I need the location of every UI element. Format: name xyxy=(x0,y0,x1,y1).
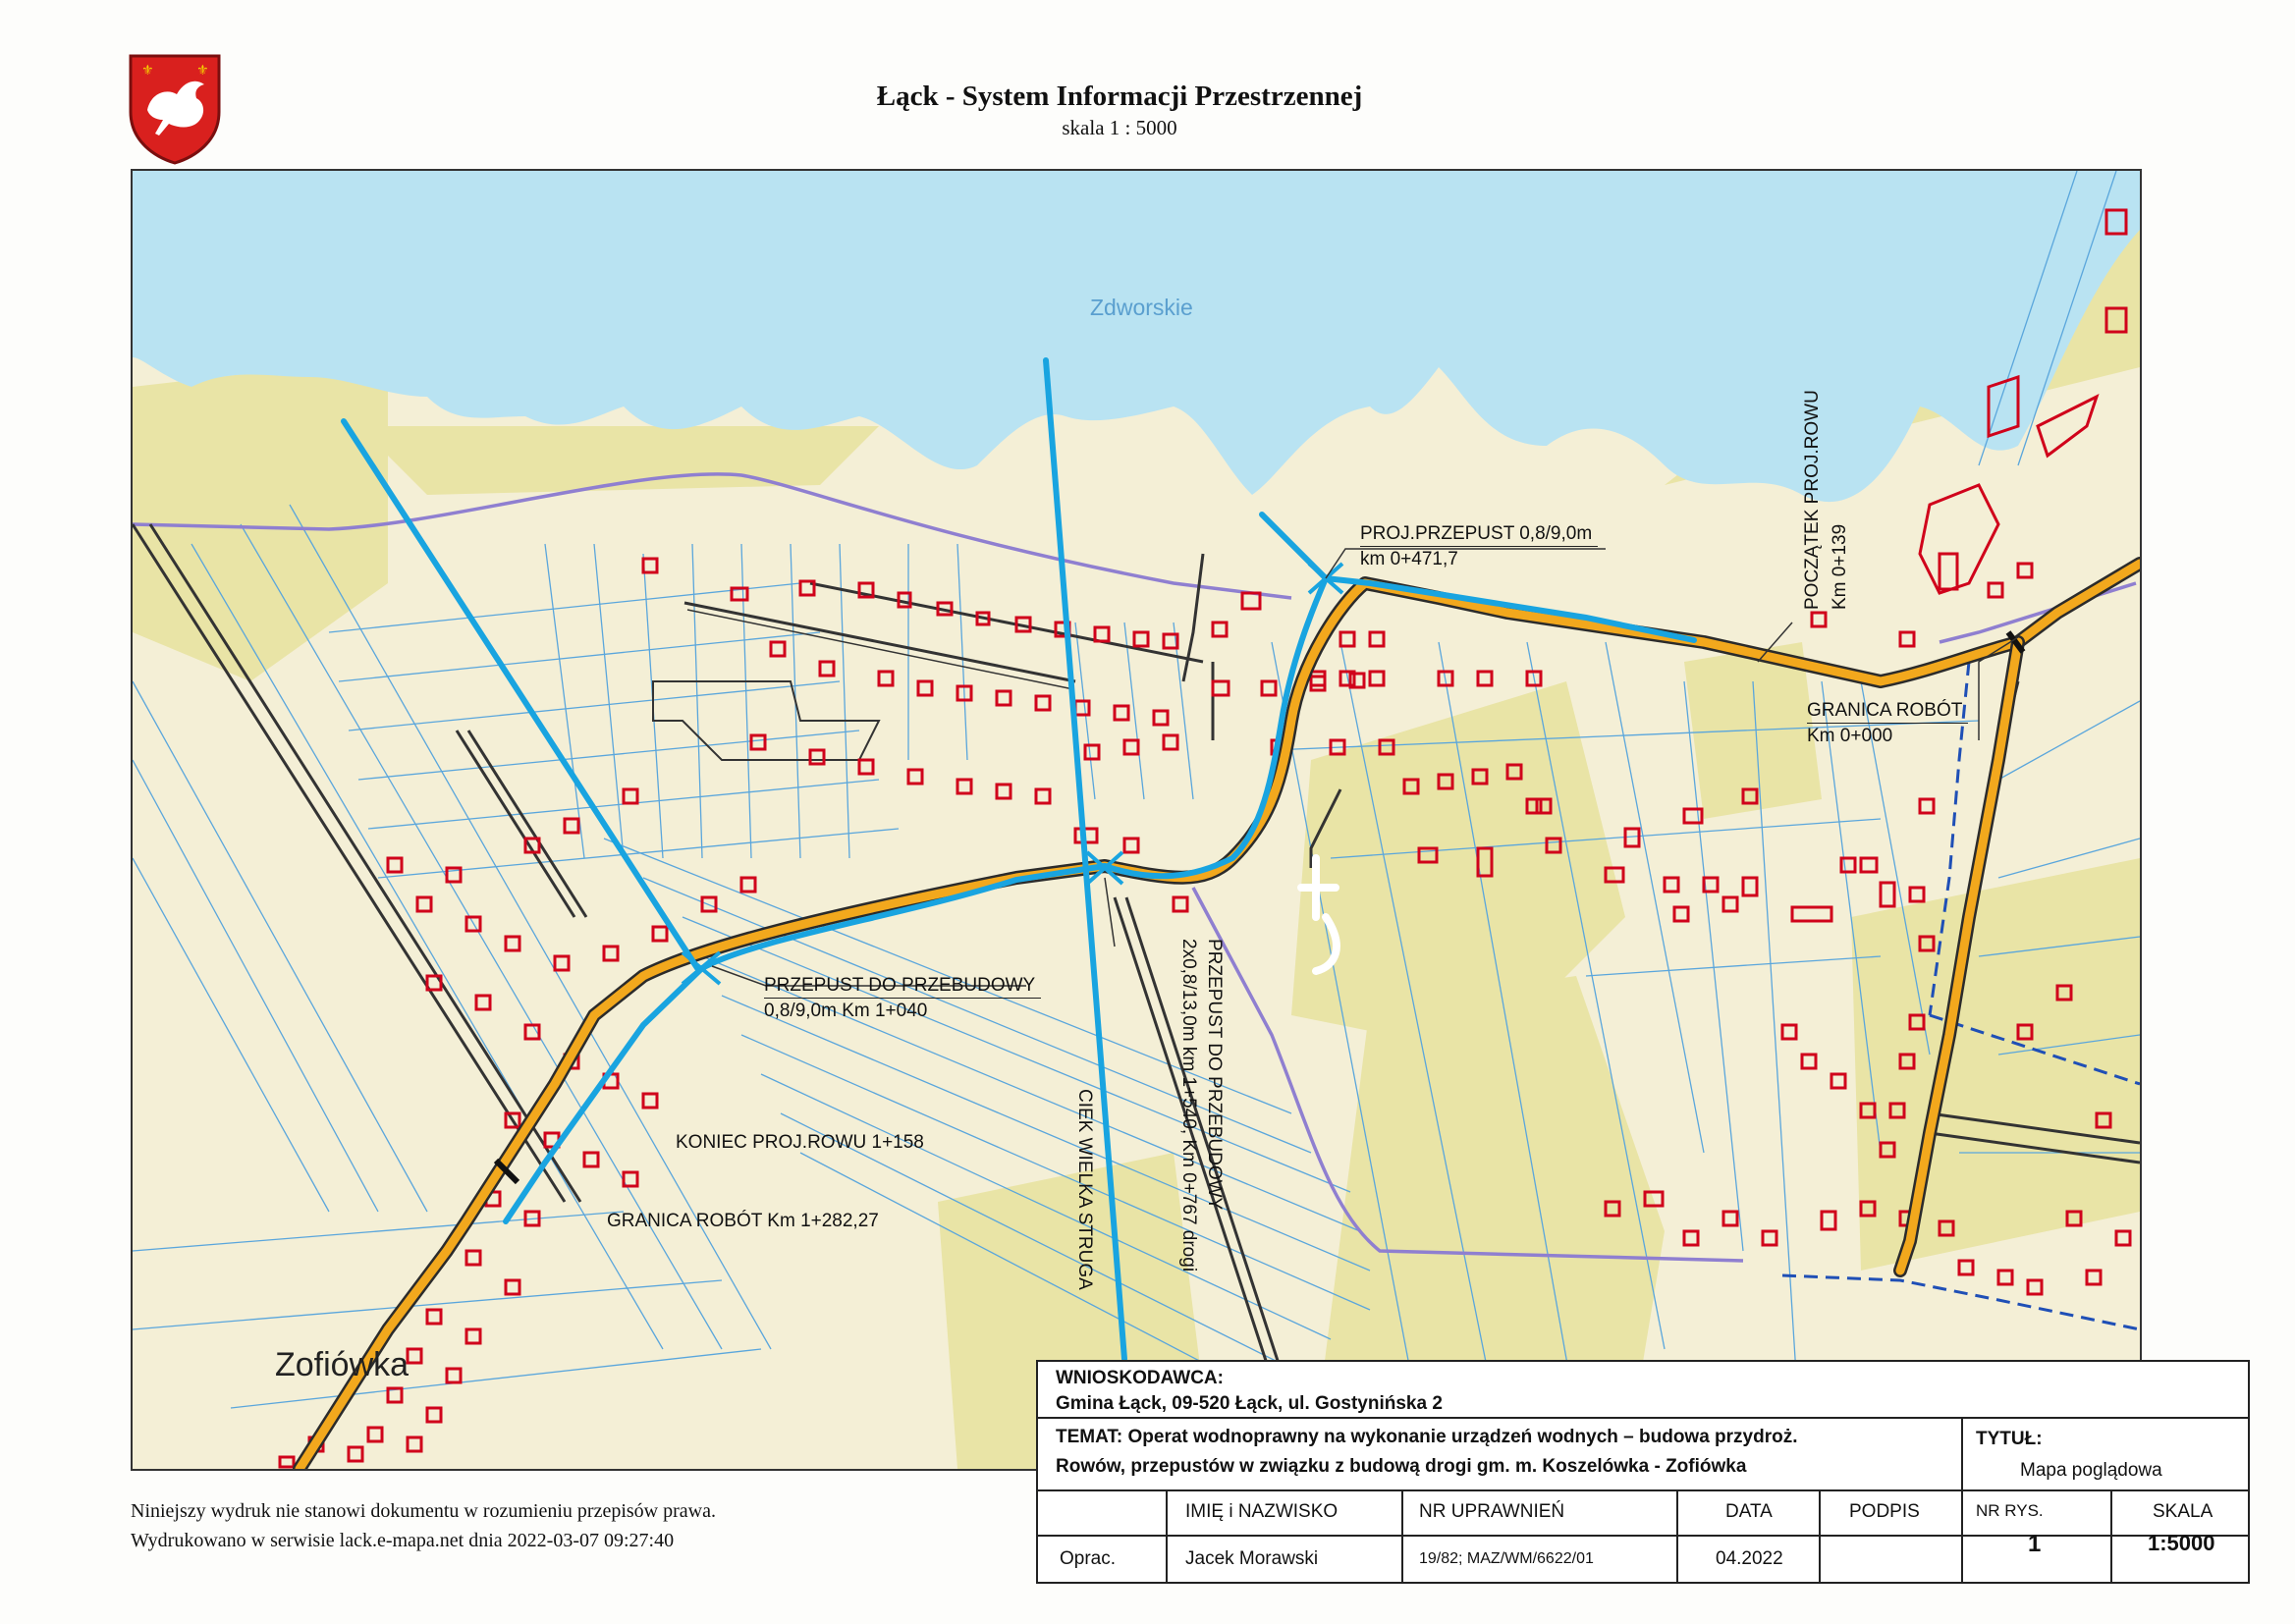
author-name: Jacek Morawski xyxy=(1185,1548,1319,1569)
culvert-rebuild-1-label-line2: 0,8/9,0m Km 1+040 xyxy=(764,1001,928,1021)
forest-area xyxy=(133,357,388,681)
ditch-end-label: KONIEC PROJ.ROWU 1+158 xyxy=(676,1132,924,1153)
culvert-1-label-line1: PROJ.PRZEPUST 0,8/9,0m xyxy=(1360,522,1598,547)
applicant-value: Gmina Łąck, 09-520 Łąck, ul. Gostynińska 2 xyxy=(1056,1393,1443,1414)
ditch-start-label-line2: Km 0+139 xyxy=(1830,523,1850,610)
drawing-date: 04.2022 xyxy=(1716,1548,1783,1569)
prepared-by-label: Oprac. xyxy=(1060,1548,1117,1569)
works-limit-start-label-line1: GRANICA ROBÓT xyxy=(1807,699,1968,724)
col-signature-header: PODPIS xyxy=(1849,1501,1920,1522)
map-canvas xyxy=(133,171,2140,1469)
applicant-label: WNIOSKODAWCA: xyxy=(1056,1368,1224,1388)
drawing-number: 1 xyxy=(2028,1531,2042,1557)
col-date-header: DATA xyxy=(1725,1501,1773,1522)
col-drawing-no-header: NR RYS. xyxy=(1976,1501,2044,1520)
print-disclaimer xyxy=(131,1496,716,1555)
title-value: Mapa poglądowa xyxy=(2020,1460,2162,1481)
title-label: TYTUŁ: xyxy=(1976,1429,2043,1449)
culvert-rebuild-2-label-line2: 2x0,8/13,0m km 1+540, Km 0+767 drogi xyxy=(1178,939,1199,1272)
subject-line-2: Rowów, przepustów w związku z budową drogi gm. m. Koszelówka - Zofiówka xyxy=(1056,1456,1747,1477)
culvert-rebuild-2-label-line1: PRZEPUST DO PRZEBUDOWY xyxy=(1204,939,1225,1211)
drawing-scale: 1:5000 xyxy=(2148,1531,2215,1555)
works-limit-end-label: GRANICA ROBÓT Km 1+282,27 xyxy=(607,1211,879,1231)
lake-name-label: Zdworskie xyxy=(1090,295,1193,320)
culvert-markers xyxy=(683,564,1342,984)
ditch-start-label-line1: POCZĄTEK PROJ.ROWU xyxy=(1802,390,1823,610)
col-scale-header: SKALA xyxy=(2153,1501,2213,1522)
svg-text:⚜: ⚜ xyxy=(141,63,154,79)
title-block xyxy=(1036,1360,2250,1584)
col-name-header: IMIĘ i NAZWISKO xyxy=(1185,1501,1339,1522)
col-license-header: NR UPRAWNIEŃ xyxy=(1419,1501,1565,1522)
village-name-label: Zofiówka xyxy=(275,1346,410,1383)
culvert-1-label-line2: km 0+471,7 xyxy=(1360,549,1458,569)
svg-text:⚜: ⚜ xyxy=(196,63,209,79)
map-scale-caption: skala 1 : 5000 xyxy=(1062,116,1177,139)
map-panel[interactable] xyxy=(131,169,2142,1471)
works-limit-start-label-line2: Km 0+000 xyxy=(1807,726,1893,746)
subject-line-1: TEMAT: Operat wodnoprawny na wykonanie urządzeń wodnych – budowa przydroż. xyxy=(1056,1427,1798,1447)
stream-name-label: CIEK WIELKA STRUGA xyxy=(1074,1089,1095,1290)
license-number: 19/82; MAZ/WM/6622/01 xyxy=(1419,1550,1594,1567)
page-title: Łąck - System Informacji Przestrzennej xyxy=(876,81,1363,112)
culvert-rebuild-1-label-line1: PRZEPUST DO PRZEBUDOWY xyxy=(764,974,1041,999)
disclaimer-line-2: Wydrukowano w serwisie lack.e-mapa.net dnia 2022-03-07 09:27:40 xyxy=(131,1530,675,1551)
forest-area xyxy=(1851,858,2140,1271)
disclaimer-line-1: Niniejszy wydruk nie stanowi dokumentu w rozumieniu przepisów prawa. xyxy=(131,1500,716,1522)
